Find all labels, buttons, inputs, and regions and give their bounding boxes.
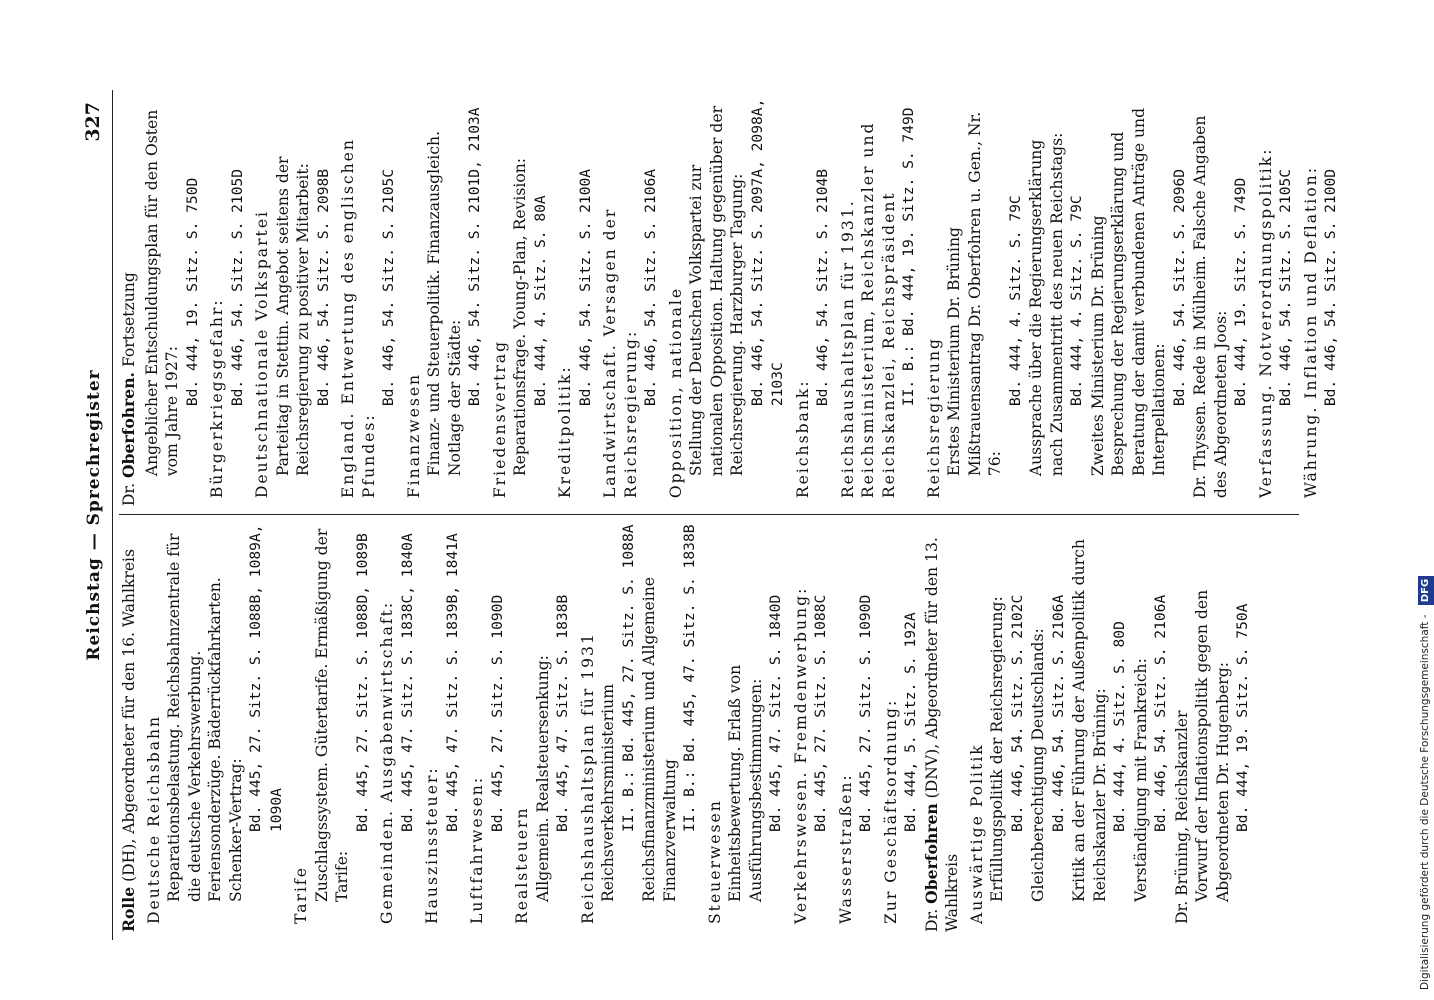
topic-heading: Tarife <box>292 866 310 924</box>
reference-line: Bd. 445, 27. Sitz. S. 1088B, 1089A, 1090A <box>247 524 285 832</box>
subtopic-entry: Erstes Ministerium Dr. Brüning <box>945 226 963 477</box>
topic-heading: Friedensvertrag <box>490 339 509 499</box>
topic-heading: Zur Geschäftsordnung: <box>881 698 900 924</box>
reference-line: Bd. 446, 54. Sitz. S. 2098B <box>314 168 332 407</box>
reference-line: II. B.: Bd. 445, 27. Sitz. S. 1088A <box>619 524 637 832</box>
speaker-heading <box>119 98 140 506</box>
reference-line: Bd. 446, 54. Sitz. S. 2106A <box>642 168 659 407</box>
reference-line: Bd. 445, 47. Sitz. S. 1840D <box>767 594 784 832</box>
topic-heading: Deutschnationale Volkspartei <box>253 209 271 499</box>
topic-heading: Opposition, nationale <box>666 286 685 499</box>
reference-line: Bd. 445, 27. Sitz. S. 1090D <box>488 594 506 832</box>
subtopic-entry: Zuschlagssystem. Gütertarife. Ermäßigung der Tarife: <box>312 528 351 902</box>
speaker-title: Dr. <box>922 903 941 932</box>
subtopic-entry: Besprechung der Regierungserklärung und Beratung der damit verbundenen Anträge und Interpellationen: <box>1109 107 1168 477</box>
subtopic-entry: Einheitsbewertung. Erlaß von Ausführungsbestimmungen: <box>726 664 765 902</box>
topic-heading: Gemeinden. Ausgabenwirtschaft: <box>378 600 396 924</box>
topic-heading: Reichsregierung <box>924 337 943 499</box>
register-columns <box>119 90 1339 940</box>
register-page <box>78 90 1339 940</box>
speaker-title: Dr. <box>120 477 138 507</box>
subtopic-entry: Gleichberechtigung Deutschlands: <box>1029 628 1047 902</box>
reference-line: Bd. 445, 47. Sitz. S. 1838C, 1840A <box>398 533 416 832</box>
topic-heading: Reichsbank: <box>793 379 812 499</box>
topic-heading: Auswärtige Politik <box>967 743 986 924</box>
topic-heading: Finanzwesen <box>404 372 423 499</box>
note-entry: Dr. Thyssen. Rede in Mülheim. Falsche Angaben des Abgeordneten Joos: <box>1191 115 1230 499</box>
speaker-affiliation: Fortsetzung <box>120 272 138 372</box>
topic-heading: Kreditpolitik: <box>556 365 574 499</box>
right-column <box>119 90 1339 515</box>
topic-heading: Steuerwesen <box>705 799 724 924</box>
subtopic-entry: Aussprache über die Regierungserklärung nach Zusammentritt des neuen Reichstags: <box>1027 132 1066 477</box>
funding-stamp <box>1417 0 1433 990</box>
speaker-affiliation: (DH), Abgeordneter für den 16. Wahlkreis <box>120 548 138 887</box>
subtopic-entry: Mißtrauensantrag Dr. Oberfohren u. Gen., Nr. 76: <box>965 111 1004 477</box>
topic-heading: Verkehrswesen. Fremdenwerbung: <box>791 586 810 924</box>
page-title: Reichstag — Sprechregister <box>84 369 104 661</box>
subtopic-entry: Reichsfinanzministerium und Allgemeine Finanzverwaltung <box>640 576 679 902</box>
topic-heading: Hauszinssteuer: <box>423 766 441 924</box>
funding-stamp-text: Digitalisierung gefördert durch die Deutsche Forschungsgemeinschaft - <box>1419 614 1431 990</box>
reference-line: Bd. 446, 54. Sitz. S. 2102C <box>1008 594 1026 832</box>
reference-line: Bd. 444, 19. Sitz. S. 749D <box>1232 177 1249 407</box>
topic-heading: Währung. Inflation und Deflation: <box>1301 166 1320 499</box>
reference-line: Bd. 446, 54. Sitz. S. 2104B <box>814 168 831 407</box>
subtopic-entry: Allgemein. Realsteuersenkung: <box>533 655 552 902</box>
reference-line: II. B.: Bd. 445, 47. Sitz. S. 1838B <box>681 524 698 832</box>
page-number: 327 <box>82 102 104 142</box>
reference-line: Bd. 444, 4. Sitz. S. 80D <box>1111 621 1128 832</box>
subtopic-entry: Verständigung mit Frankreich: <box>1131 658 1150 902</box>
topic-heading: Landwirtschaft. Versagen der Reichsregierung: <box>601 207 640 499</box>
subtopic-entry: Erfüllungspolitik der Reichsregierung: <box>988 596 1006 902</box>
subtopic-entry: Reparationsbelastung. Reichsbahnzentrale für die deutsche Verkehrswerbung. Feriensonderzüge. Bäderrückfahrkarten. Schenker-Vertrag: <box>165 533 245 902</box>
reference-line: Bd. 444, 5. Sitz. S. 192A <box>902 612 919 832</box>
reference-line: Bd. 446, 54. Sitz. S. 2106A <box>1049 594 1067 832</box>
reference-line: Bd. 445, 27. Sitz. S. 1090D <box>857 594 874 832</box>
reference-line: Bd. 446, 54. Sitz. S. 2105D <box>228 168 246 407</box>
reference-line: Bd. 446, 54. Sitz. S. 2100D <box>1322 168 1339 407</box>
subtopic-entry: Reparationsfrage. Young-Plan, Revision: <box>511 157 529 477</box>
subtopic-entry: Finanz- und Steuerpolitik. Finanzausgleich. Notlage der Städte: <box>425 130 464 477</box>
reference-line: II. B.: Bd. 444, 19. Sitz. S. 749D <box>900 107 917 407</box>
reference-line: Bd. 444, 4. Sitz. S. 80A <box>531 195 549 407</box>
subtopic-entry: Reichsverkehrsministerium <box>599 684 617 902</box>
topic-heading: Bürgerkriegsgefahr: <box>208 298 226 499</box>
topic-heading: Reichshaushaltsplan für 1931. Reichsministerium, Reichskanzler und Reichskanzlei, Reichspräsident <box>838 121 898 499</box>
speaker-heading <box>119 523 140 932</box>
speaker-heading <box>922 523 963 932</box>
reference-line: Bd. 446, 54. Sitz. S. 2101D, 2103A <box>466 107 483 407</box>
topic-heading: England. Entwertung des englischen Pfundes: <box>339 138 378 499</box>
page-header <box>78 90 113 940</box>
speaker-name: Rolle <box>119 886 138 932</box>
reference-line: Bd. 445, 27. Sitz. S. 1088D, 1089B <box>353 533 371 832</box>
left-column <box>119 515 1299 940</box>
topic-heading: Luftfahrwesen: <box>468 775 486 924</box>
reference-line: Bd. 446, 54. Sitz. S. 2096D <box>1170 168 1188 407</box>
reference-line: Bd. 446, 54. Sitz. S. 2100A <box>576 168 594 407</box>
reference-line: Bd. 446, 54. Sitz. S. 2105C <box>380 168 397 407</box>
subtopic-entry: Zweites Ministerium Dr. Brüning <box>1088 215 1107 477</box>
note-entry: Dr. Brüning, Reichskanzler <box>1172 710 1191 924</box>
topic-heading: Reichshaushaltsplan für 1931 <box>578 632 597 924</box>
reference-line: Bd. 446, 54. Sitz. S. 2105C <box>1277 168 1294 407</box>
reference-line: Bd. 444, 19. Sitz. S. 750D <box>183 177 201 407</box>
reference-line: Bd. 444, 4. Sitz. S. 79C <box>1006 195 1024 407</box>
reference-line: Bd. 445, 27. Sitz. S. 1088C <box>812 594 829 832</box>
subtopic-entry: Parteitag in Stettin. Angebot seitens der Reichsregierung zu positiver Mitarbeit: <box>273 156 312 477</box>
subtopic-entry: Vorwurf der Inflationspolitik gegen den Abgeordneten Dr. Hugenberg: <box>1193 589 1232 902</box>
reference-line: Bd. 446, 54. Sitz. S. 2106A <box>1152 594 1169 832</box>
topic-heading: Deutsche Reichsbahn <box>144 714 163 924</box>
subtopic-entry: Stellung der Deutschen Volkspartei zur nationalen Opposition. Haltung gegenüber der Reichsregierung. Harzburger Tagung: <box>687 105 746 477</box>
subtopic-entry: Kritik an der Führung der Außenpolitik durch Reichskanzler Dr. Brüning: <box>1070 539 1109 902</box>
topic-heading: Realsteuern <box>513 806 531 924</box>
reference-line: Bd. 445, 47. Sitz. S. 1838B <box>554 594 571 832</box>
reference-line: Bd. 445, 47. Sitz. S. 1839B, 1841A <box>443 533 461 832</box>
subtopic-entry: Angeblicher Entschuldungsplan für den Osten vom Jahre 1927: <box>142 109 181 477</box>
reference-line: Bd. 446, 54. Sitz. S. 2097A, 2098A, 2103C <box>748 98 786 407</box>
reference-line: Bd. 444, 4. Sitz. S. 79C <box>1068 195 1085 407</box>
speaker-name: Oberfohren <box>921 803 941 904</box>
speaker-name: Oberfohren. <box>119 372 138 478</box>
reference-line: Bd. 444, 19. Sitz. S. 750A <box>1234 603 1251 832</box>
topic-heading: Wasserstraßen: <box>836 773 855 924</box>
dfg-logo: DFG <box>1418 576 1434 605</box>
topic-heading: Verfassung. Notverordnungspolitik: <box>1256 147 1275 499</box>
speaker-affiliation: (DNV), Abgeordneter für den 13. Wahlkreis <box>922 537 961 932</box>
